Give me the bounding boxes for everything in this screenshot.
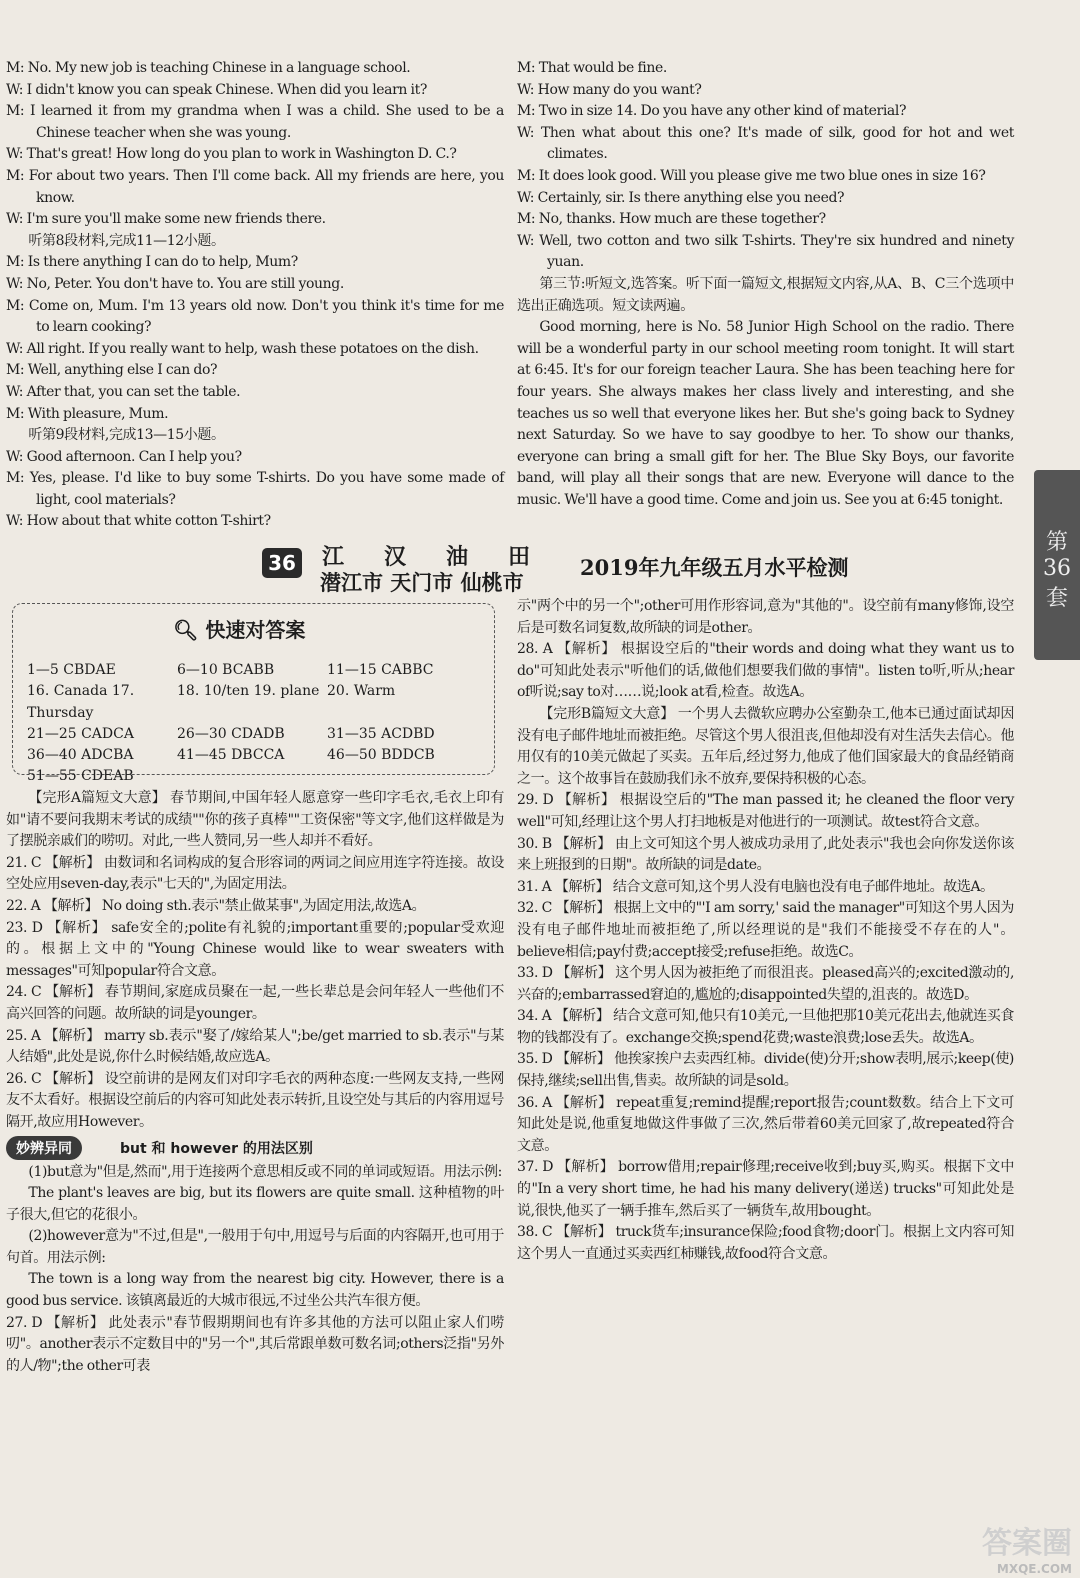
lowR-paragraph: 31. A 【解析】 结合文意可知,这个男人没有电脑也没有电子邮件地址。故选A。 <box>517 878 994 895</box>
lowR-paragraph: 38. C 【解析】 truck货车;insurance保险;food食物;door门。根据上文内容可知这个男人一直通过买卖西红柿赚钱,故food符合文意。 <box>517 1224 1014 1262</box>
lowR-paragraph: 32. C 【解析】 根据上文中的"'I am sorry,' said the manager"可知这个男人因为没有电子邮件地址而被拒绝了,所以经理说的是"我们不能接受不存在的人"。believe相信;pay付费;accept接受;refuse拒绝。故选C。 <box>517 900 1014 960</box>
header-cities-line1: 江汉油田 <box>322 544 571 570</box>
answer-item: 16. Canada 17. Thursday <box>27 683 135 721</box>
explanations-column-right <box>517 596 1014 1265</box>
topL-paragraph: 听第9段材料,完成13—15小题。 <box>28 427 225 444</box>
lowR-paragraph: 34. A 【解析】 结合文意可知,他只有10美元,一旦他把那10美元花出去,他就连买食物的钱都没有了。exchange交换;spend花费;waste浪费;lose丢失。故选A。 <box>517 1008 1014 1046</box>
answer-item: 51—55 CDEAB <box>27 768 134 785</box>
topR-paragraph: M: It does look good. Will you please give me two blue ones in size 16? <box>517 167 986 184</box>
topL-paragraph: W: How about that white cotton T-shirt? <box>6 513 271 530</box>
topL-paragraph: W: After that, you can set the table. <box>6 383 241 400</box>
topR-paragraph: W: Then what about this one? It's made of silk, good for hot and wet climates. <box>517 124 1014 163</box>
topL-paragraph: W: I didn't know you can speak Chinese. When did you learn it? <box>6 81 427 98</box>
exam-header <box>262 540 902 602</box>
lowR-paragraph: 【完形B篇短文大意】 一个男人去微软应聘办公室勤杂工,他本已通过面试却因没有电子邮件地址而被拒绝。尽管这个男人很沮丧,但他却没有对生活失去信心。他用仅有的10美元做起了买卖。五年后,经过努力,他成了他们国家最大的食品经销商之一。这个故事旨在鼓励我们永不放弃,要保持积极的心态。 <box>517 705 1014 787</box>
lowR-paragraph: 37. D 【解析】 borrow借用;repair修理;receive收到;buy买,购买。根据下文中的"In a very short time, he had his many delivery(递送) trucks"可知此处是说,很快,他买了一辆手推车,然后买了一辆货车,故用bought。 <box>517 1159 1014 1219</box>
dialogue-column-left <box>6 58 504 533</box>
topL-paragraph: W: Good afternoon. Can I help you? <box>6 448 242 465</box>
exam-title: 2019年九年级五月水平检测 <box>580 555 849 580</box>
explanations-column-left <box>6 788 504 1377</box>
answer-item: 46—50 BDDCB <box>327 747 435 764</box>
answer-item: 11—15 CABBC <box>327 662 434 678</box>
quick-answers-box <box>12 603 495 785</box>
lowL-paragraph: 26. C 【解析】 设空前讲的是网友们对印字毛衣的两种态度:一些网友支持,一些网友不太看好。根据设空前后的内容可知此处表示转折,且设空处与其后的内容用逗号隔开,故应用However。 <box>6 1070 504 1130</box>
topL-paragraph: 听第8段材料,完成11—12小题。 <box>28 232 225 249</box>
lowR-paragraph: 35. D 【解析】 他挨家挨户去卖西红柿。divide(使)分开;show表明,展示;keep(使)保持,继续;sell出售,售卖。故所缺的词是sold。 <box>517 1051 1014 1090</box>
answer-item <box>177 766 327 787</box>
topL-paragraph: W: That's great! How long do you plan to work in Washington D. C.? <box>6 146 457 163</box>
tip-tag: 妙辨异同 <box>6 1136 82 1160</box>
topL-paragraph: M: I learned it from my grandma when I was a child. She used to be a Chinese teacher when she was young. <box>6 103 504 141</box>
header-cities-line2: 潜江市 天门市 仙桃市 <box>320 570 524 595</box>
topL-paragraph: W: All right. If you really want to help, wash these potatoes on the dish. <box>6 340 479 357</box>
topR-paragraph: Good morning, here is No. 58 Junior High School on the radio. There will be a wonderful party in our school meeting room tonight. It will start at 6:45. It's for our foreign teacher Laura. She has been teaching here for four years. She always makes her class lively and interesting, and she teaches us so well that everyone likes her. But she's going back to Sydney next Saturday. So we have to say goodbye to her. To show our thanks, everyone can bring a small gift for her. The Blue Sky Boys, our favorite band, will play all their songs that are new. Everyone will dance to the music. We'll have a good time. Come and join us. See you at 6:45 tonight. <box>517 319 1014 508</box>
lowL-paragraph: The town is a long way from the nearest big city. However, there is a good bus service. 该镇离最近的大城市很远,不过坐公共汽车很方便。 <box>6 1271 504 1310</box>
lowL-paragraph: 21. C 【解析】 由数词和名词构成的复合形容词的两词之间应用连字符连接。故设空处应用seven-day,表示"七天的",为固定用法。 <box>6 854 504 893</box>
answer-item: 36—40 ADCBA <box>27 747 134 764</box>
topR-paragraph: M: That would be fine. <box>517 60 667 76</box>
topR-paragraph: M: Two in size 14. Do you have any other kind of material? <box>517 103 907 120</box>
topL-paragraph: W: I'm sure you'll make some new friends there. <box>6 211 326 228</box>
answer-item: 41—45 DBCCA <box>177 747 285 764</box>
topL-paragraph: M: Well, anything else I can do? <box>6 362 218 379</box>
lowR-paragraph: 29. D 【解析】 根据设空后的"The man passed it; he cleaned the floor very well"可知,经理让这个男人打扫地板是对他进行的一项测试。故test符合文意。 <box>517 792 1014 830</box>
lowR-paragraph: 30. B 【解析】 由上文可知这个男人被成功录用了,此处表示"我也会向你发送你该来上班报到的日期"。故所缺的词是date。 <box>517 835 1014 874</box>
topL-paragraph: M: For about two years. Then I'll come back. All my friends are here, you know. <box>6 167 504 206</box>
answer-item: 26—30 CDADB <box>177 725 285 742</box>
watermark-logo: 答案圈 MXQE.COM <box>982 1526 1072 1576</box>
quick-answers-title: 🔍︎ 快速对答案 <box>173 618 306 642</box>
topR-paragraph: W: How many do you want? <box>517 81 702 98</box>
answer-item <box>327 766 477 787</box>
lowL-paragraph: 22. A 【解析】 No doing sth.表示"禁止做某事",为固定用法,故选A。 <box>6 897 426 914</box>
lowL-paragraph: 23. D 【解析】 safe安全的;polite有礼貌的;important重要的;popular受欢迎的。根据上文中的"Young Chinese would like to wear sweaters with messages"可知popular符合文意。 <box>6 919 504 979</box>
lowL-paragraph: 24. C 【解析】 春节期间,家庭成员聚在一起,一些长辈总是会问年轻人一些他们不高兴回答的问题。故所缺的词是younger。 <box>6 984 504 1022</box>
topL-paragraph: M: No. My new job is teaching Chinese in a language school. <box>6 60 411 76</box>
answer-item: 20. Warm <box>327 683 396 700</box>
answer-item: 21—25 CADCA <box>27 725 134 742</box>
answer-item: 31—35 ACDBD <box>327 725 435 742</box>
topL-paragraph: M: Come on, Mum. I'm 13 years old now. Don't you think it's time for me to learn cooking? <box>6 297 504 336</box>
tip-title: but 和 however 的用法区别 <box>120 1140 313 1157</box>
answer-grid <box>27 660 487 788</box>
usage-tip-bar <box>6 1136 504 1160</box>
topL-paragraph: M: Yes, please. I'd like to buy some T-shirts. Do you have some made of light, cool materials? <box>6 470 504 508</box>
topL-paragraph: W: No, Peter. You don't have to. You are still young. <box>6 275 344 292</box>
lowL-paragraph: 【完形A篇短文大意】 春节期间,中国年轻人愿意穿一些印字毛衣,毛衣上印有如"请不要问我期末考试的成绩""你的孩子真棒""工资保密"等文字,他们这样做是为了摆脱亲戚们的唠叨。对此,一些人赞同,另一些人却并不看好。 <box>6 790 504 850</box>
set-number-badge: 36 <box>262 548 302 578</box>
answer-item: 6—10 BCABB <box>177 662 275 678</box>
lowL-paragraph: 25. A 【解析】 marry sb.表示"娶了/嫁给某人";be/get married to sb.表示"与某人结婚",此处是说,你什么时候结婚,故应选A。 <box>6 1027 504 1066</box>
lowL-paragraph: (1)but意为"但是,然而",用于连接两个意思相反或不同的单词或短语。用法示例: <box>28 1163 502 1180</box>
lowR-paragraph: 36. A 【解析】 repeat重复;remind提醒;report报告;count数数。结合上下文可知此处是说,他重复地做这件事做了三次,然后带着60美元回家了,故repeated符合文意。 <box>517 1094 1014 1154</box>
search-icon: 🔍︎ <box>173 618 199 642</box>
lowR-paragraph: 33. D 【解析】 这个男人因为被拒绝了而很沮丧。pleased高兴的;excited激动的,兴奋的;embarrassed窘迫的,尴尬的;disappointed失望的,沮丧的。故选D。 <box>517 965 1014 1003</box>
answer-item: 18. 10/ten 19. plane <box>177 683 320 700</box>
side-tab: 第36套 <box>1034 470 1080 660</box>
dialogue-column-right <box>517 58 1014 511</box>
topL-paragraph: M: Is there anything I can do to help, Mum? <box>6 254 298 271</box>
lowL-paragraph: The plant's leaves are big, but its flowers are quite small. 这种植物的叶子很大,但它的花很小。 <box>6 1185 504 1223</box>
topR-paragraph: W: Certainly, sir. Is there anything else you need? <box>517 189 845 206</box>
topR-paragraph: M: No, thanks. How much are these together? <box>517 211 826 228</box>
topL-paragraph: M: With pleasure, Mum. <box>6 405 169 422</box>
lowL-paragraph: 27. D 【解析】 此处表示"春节假期期间也有许多其他的方法可以阻止家人们唠叨"。another表示不定数目中的"另一个",其后常跟单数可数名词;others泛指"另外的人/物";the other可表 <box>6 1314 504 1374</box>
answer-item: 1—5 CBDAE <box>27 662 116 678</box>
lowR-paragraph: 28. A 【解析】 根据设空后的"their words and doing what they want us to do"可知此处表示"听他们的话,做他们想要我们做的事情"。listen to听,听从;hear of听说;say to对……说;look at看,检查。故选A。 <box>517 641 1014 701</box>
lowL-paragraph: (2)however意为"不过,但是",一般用于句中,用逗号与后面的内容隔开,也可用于句首。用法示例: <box>6 1228 504 1266</box>
lowR-paragraph: 示"两个中的另一个";other可用作形容词,意为"其他的"。设空前有many修饰,设空后是可数名词复数,故所缺的词是other。 <box>517 598 1014 636</box>
topR-paragraph: W: Well, two cotton and two silk T-shirts. They're six hundred and ninety yuan. <box>517 232 1014 271</box>
topR-paragraph: 第三节:听短文,选答案。听下面一篇短文,根据短文内容,从A、B、C三个选项中选出正确选项。短文读两遍。 <box>517 275 1014 314</box>
